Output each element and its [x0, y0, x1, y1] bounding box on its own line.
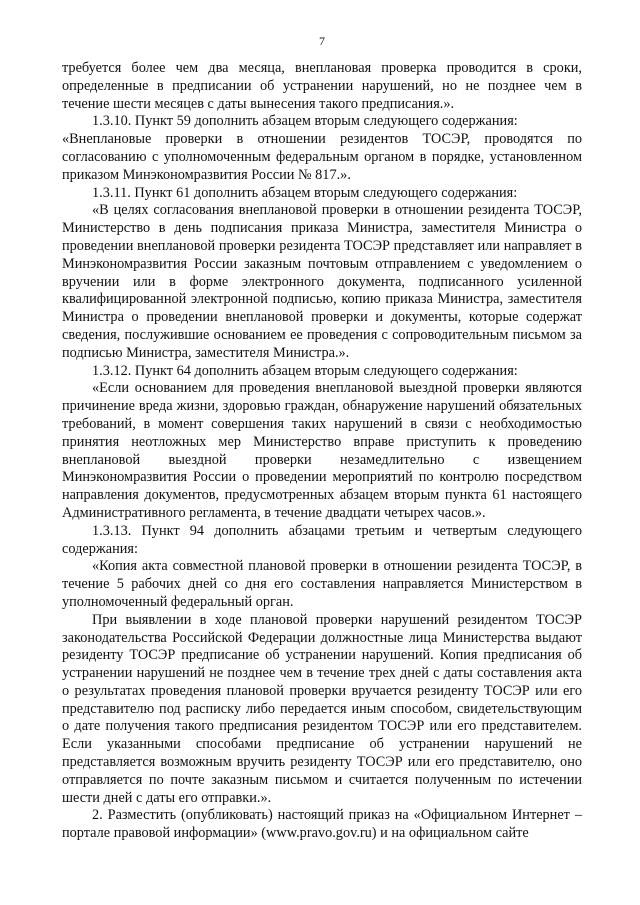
paragraph: 2. Разместить (опубликовать) настоящий приказ на «Официальном Интернет – портале правовой информации» (www.pravo.gov.ru) и на официальном сайте [62, 807, 582, 842]
paragraph: При выявлении в ходе плановой проверки нарушений резидентом ТОСЭР законодательства Российской Федерации должностные лица Министерства выдают резиденту ТОСЭР предписание об устранении нарушений. Копия предписания об устранении нарушений не позднее чем в течение трех дней с даты составления акта о результатах проведения плановой проверки вручается резиденту ТОСЭР или его представителю под расписку либо передается иным способом, свидетельствующим о дате получения такого предписания резидентом ТОСЭР или его представителем. Если указанными способами предписание об устранении нарушений не представляется возможным вручить резиденту ТОСЭР или его представителю, оно отправляется по почте заказным письмом и считается полученным по истечении шести дней с даты его отправки.». [62, 611, 582, 806]
paragraph: 1.3.13. Пункт 94 дополнить абзацами третьим и четвертым следующего содержания: [62, 522, 582, 557]
paragraph: «Если основанием для проведения внеплановой выездной проверки являются причинение вреда жизни, здоровью граждан, обнаружение нарушений обязательных требований, в момент совершения таких нарушений в связи с необходимостью принятия неотложных мер Министерство вправе приступить к проведению внеплановой выездной проверки незамедлительно с извещением Минэкономразвития России о проведении мероприятий по контролю посредством направления документов, предусмотренных абзацем вторым пункта 61 настоящего Административного регламента, в течение двадцати четырех часов.». [62, 380, 582, 521]
page-number: 7 [319, 34, 325, 48]
paragraph: «Копия акта совместной плановой проверки в отношении резидента ТОСЭР, в течение 5 рабочих дней со дня его составления направляется Министерством в уполномоченный федеральный орган. [62, 558, 582, 610]
paragraph: 1.3.10. Пункт 59 дополнить абзацем вторым следующего содержания: [92, 113, 518, 130]
paragraph: «В целях согласования внеплановой проверки в отношении резидента ТОСЭР, Министерство в день подписания приказа Министра, заместителя Министра о проведении внеплановой проверки резидента ТОСЭР представляет или направляет в Минэкономразвития России заказным почтовым отправлением с уведомлением о вручении или в форме электронного документа, подписанного усиленной квалифицированной электронной подписью, копию приказа Министра, заместителя Министра о проведении внеплановой проверки и документы, которые содержат сведения, послужившие основанием ее проведения с сопроводительным письмом за подписью Министра, заместителя Министра.». [62, 202, 582, 361]
paragraph: требуется более чем два месяца, внеплановая проверка проводится в сроки, определенные в предписании об устранении нарушений, но не позднее чем в течение шести месяцев с даты вынесения такого предписания.». [62, 60, 582, 112]
paragraph: 1.3.12. Пункт 64 дополнить абзацем вторым следующего содержания: [92, 362, 518, 379]
document-body [62, 60, 582, 843]
paragraph: «Внеплановые проверки в отношении резидентов ТОСЭР, проводятся по согласованию с уполномоченным федеральным органом в порядке, установленном приказом Минэкономразвития России № 817.». [62, 131, 582, 183]
paragraph: 1.3.11. Пункт 61 дополнить абзацем вторым следующего содержания: [92, 184, 518, 201]
